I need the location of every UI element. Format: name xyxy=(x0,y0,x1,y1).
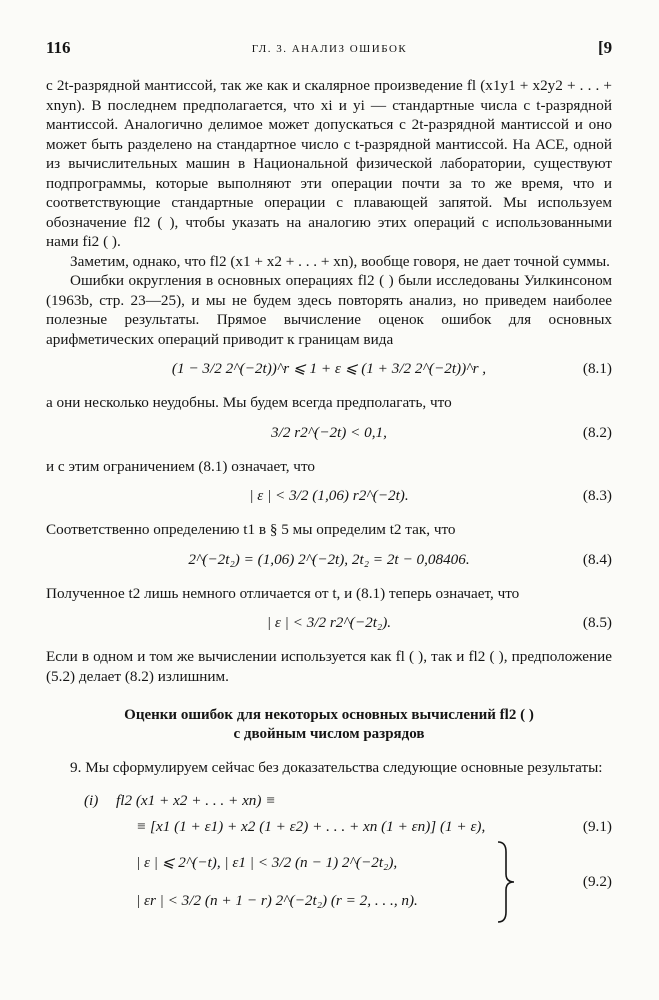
equation-formula: 2^(−2t₂) = (1,06) 2^(−2t), 2t₂ = 2t − 0,08406. xyxy=(188,550,470,568)
equation-8-4 xyxy=(46,540,612,584)
equation-number: (8.2) xyxy=(582,423,612,441)
page-number: 116 xyxy=(46,38,71,57)
result-formula: | ε | ⩽ 2^(−t), | ε1 | < 3/2 (n − 1) 2^(−2t₂), xyxy=(136,853,398,871)
section-heading-line-2: с двойным числом разрядов xyxy=(233,726,425,742)
paragraph-3: Ошибки округления в основных операциях fl2 ( ) были исследованы Уилкинсоном (1963b, стр. 23—25), и мы не будем здесь повторять анализ, но приведем наиболее полезные результаты. Прямое вычисление оценок ошибок для основных арифметических операций приводит к границам вида xyxy=(46,272,612,348)
equation-8-3 xyxy=(46,476,612,520)
result-line-2 xyxy=(46,814,612,840)
equation-formula: 3/2 r2^(−2t) < 0,1, xyxy=(271,423,387,441)
equation-number: (9.1) xyxy=(582,817,612,835)
paragraph-9: 9. Мы сформулируем сейчас без доказательства следующие основные результаты: xyxy=(70,759,603,776)
page-body xyxy=(46,76,612,924)
result-line-1 xyxy=(46,788,612,814)
equation-formula: | ε | < 3/2 (1,06) r2^(−2t). xyxy=(249,487,409,504)
running-title: ГЛ. 3. АНАЛИЗ ОШИБОК xyxy=(251,43,408,55)
section-heading xyxy=(46,706,612,744)
result-bounds xyxy=(46,840,612,924)
paragraph-2: Заметим, однако, что fl2 (x1 + x2 + . . . + xn), вообще говоря, не дает точной суммы. xyxy=(70,252,610,270)
result-formula: fl2 (x1 + x2 + . . . + xn) ≡ xyxy=(116,791,276,809)
equation-formula: | ε | < 3/2 r2^(−2t₂). xyxy=(266,614,392,631)
equation-number: (8.1) xyxy=(582,360,612,377)
item-label: (i) xyxy=(84,791,99,809)
paragraph-1: с 2t-разрядной мантиссой, так же как и скалярное произведение fl (x1y1 + x2y2 + . . . + xnyn). В последнем предполагается, что xi и yi — стандартные числа с t-разрядной мантиссой. Аналогично делимое может допускаться с 2t-разрядной мантиссой и оно может быть разделено на стандартное число с t-разрядной мантиссой. На АСЕ, одной из вычислительных машин в Национальной физической лаборатории, существуют подпрограммы, которые выполняют эти операции почти за то же время, что и соответствующие стандартные операции с плавающей запятой. Мы используем обозначение fl2 ( ), чтобы указать на аналогию этих операций с использованными нами fi2 ( ). xyxy=(46,77,612,250)
result-formula: | εr | < 3/2 (n + 1 − r) 2^(−2t₂) (r = 2, . . ., n). xyxy=(136,891,418,909)
equation-number: (9.2) xyxy=(582,872,612,890)
equation-number: (8.3) xyxy=(582,487,612,504)
paragraph-5: и с этим ограничением (8.1) означает, что xyxy=(46,457,315,475)
result-line-3 xyxy=(46,850,612,876)
equation-number: (8.5) xyxy=(582,614,612,631)
equation-formula: (1 − 3/2 2^(−2t))^r ⩽ 1 + ε ⩽ (1 + 3/2 2^(−2t))^r , xyxy=(171,360,487,377)
equation-8-2 xyxy=(46,413,612,457)
equation-8-5 xyxy=(46,603,612,647)
paragraph-6: Соответственно определению t1 в § 5 мы определим t2 так, что xyxy=(46,521,456,538)
section-marker: [9 xyxy=(598,38,613,57)
paragraph-4: а они несколько неудобны. Мы будем всегда предполагать, что xyxy=(46,394,452,411)
equation-number: (8.4) xyxy=(582,550,612,568)
result-formula: ≡ [x1 (1 + ε1) + x2 (1 + ε2) + . . . + xn (1 + εn)] (1 + ε), xyxy=(136,817,486,835)
paragraph-7: Полученное t2 лишь немного отличается от t, и (8.1) теперь означает, что xyxy=(46,584,520,602)
equation-8-1 xyxy=(46,349,612,393)
paragraph-8: Если в одном и том же вычислении используется как fl ( ), так и fl2 ( ), предположение (5.2) делает (8.2) излишним. xyxy=(46,648,612,685)
section-heading-line-1: Оценки ошибок для некоторых основных вычислений fl2 ( ) xyxy=(124,707,534,723)
results-block xyxy=(46,788,612,924)
result-line-4 xyxy=(46,888,612,914)
right-brace xyxy=(496,840,516,924)
